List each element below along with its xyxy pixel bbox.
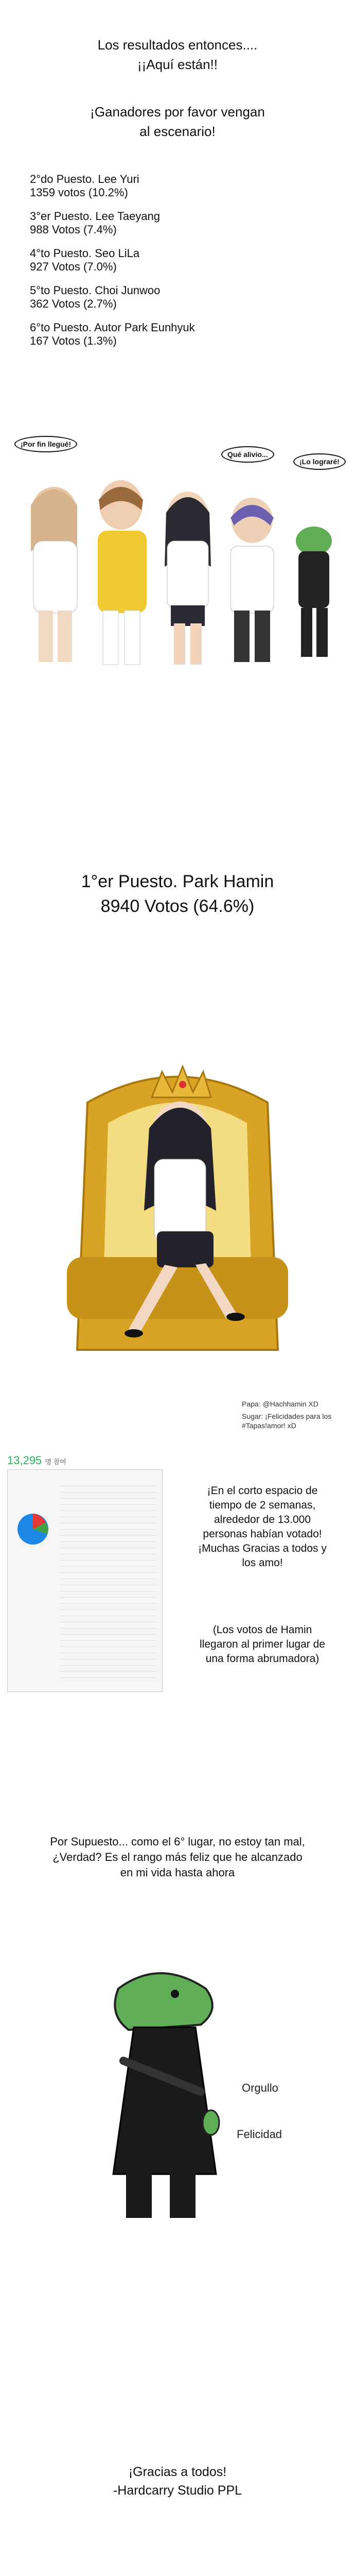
ranking-votes: 1359 votos (10.2%) bbox=[30, 186, 128, 199]
author-message bbox=[0, 1834, 355, 1880]
ranking-votes: 362 Votos (2.7%) bbox=[30, 297, 117, 310]
thanks-line: ¡Gracias a todos! bbox=[128, 2465, 227, 2479]
ranking-entry bbox=[30, 173, 236, 199]
thanks-signature: -Hardcarry Studio PPL bbox=[113, 2483, 242, 2498]
character-choi-junwoo bbox=[230, 498, 274, 662]
message-line: los amo! bbox=[242, 1557, 283, 1569]
winners-group-illustration bbox=[10, 464, 345, 670]
ranking-place: 2°do Puesto. Lee Yuri bbox=[30, 173, 139, 185]
ranking-entry bbox=[30, 210, 236, 236]
message-line: alrededor de 13.000 bbox=[214, 1514, 311, 1526]
thanks-block bbox=[0, 2463, 355, 2500]
author-message-line: Por Supuesto... como el 6° lugar, no estoy tan mal, bbox=[50, 1835, 305, 1848]
author-message-line: en mi vida hasta ahora bbox=[120, 1866, 235, 1879]
ranking-votes: 927 Votos (7.0%) bbox=[30, 260, 117, 273]
message-line: (Los votos de Hamin bbox=[212, 1624, 312, 1636]
ranking-entry bbox=[30, 321, 236, 348]
ranking-entry bbox=[30, 247, 236, 274]
message-block-2 bbox=[175, 1623, 350, 1666]
message-line: personas habían votado! bbox=[203, 1528, 322, 1540]
intro-line-4: al escenario! bbox=[139, 124, 216, 139]
crown-icon bbox=[152, 1066, 211, 1097]
stats-number: 13,295 bbox=[7, 1454, 42, 1467]
ranking-votes: 988 Votos (7.4%) bbox=[30, 223, 117, 236]
character-lee-taeyang bbox=[98, 480, 147, 665]
stats-screenshot bbox=[7, 1469, 163, 1692]
character-author-dino-small bbox=[296, 527, 332, 657]
label-happiness: Felicidad bbox=[237, 2128, 282, 2141]
author-message-line: ¿Verdad? Es el rango más feliz que he alcanzado bbox=[52, 1851, 303, 1863]
intro-line-2: ¡¡Aquí están!! bbox=[137, 57, 218, 72]
ranking-place: 6°to Puesto. Autor Park Eunhyuk bbox=[30, 321, 195, 334]
message-line: ¡Muchas Gracias a todos y bbox=[198, 1543, 327, 1554]
intro-line-1: Los resultados entonces.... bbox=[97, 37, 258, 53]
intro-line-3: ¡Ganadores por favor vengan bbox=[90, 104, 265, 120]
character-seo-lila bbox=[165, 492, 211, 665]
message-line: una forma abrumadora) bbox=[205, 1653, 319, 1665]
stats-unit: 명 참여 bbox=[45, 1458, 66, 1466]
message-block-1 bbox=[175, 1484, 350, 1570]
winner-votes: 8940 Votos (64.6%) bbox=[100, 896, 255, 916]
message-line: tiempo de 2 semanas, bbox=[209, 1499, 316, 1511]
winner-credit-1: Papa: @Hachhamin XD bbox=[242, 1400, 318, 1408]
speech-bubble-middle: Qué alivio... bbox=[221, 446, 274, 463]
ranking-place: 3°er Puesto. Lee Taeyang bbox=[30, 210, 161, 223]
ranking-votes: 167 Votos (1.3%) bbox=[30, 334, 117, 347]
speech-bubble-right: ¡Lo lograré! bbox=[293, 453, 346, 470]
winner-credit-2: Sugar: ¡Felicidades para los #Tapas!amor! xD bbox=[242, 1412, 332, 1430]
stats-headline bbox=[7, 1454, 66, 1467]
ranking-entry bbox=[30, 284, 236, 311]
stats-pie-icon bbox=[15, 1511, 51, 1547]
message-line: ¡En el corto espacio de bbox=[207, 1485, 318, 1497]
character-lee-yuri bbox=[31, 487, 77, 662]
winner-title: 1°er Puesto. Park Hamin bbox=[81, 872, 274, 891]
ranking-place: 4°to Puesto. Seo LiLa bbox=[30, 247, 140, 260]
label-pride: Orgullo bbox=[242, 2081, 278, 2094]
ranking-list bbox=[30, 173, 236, 358]
speech-bubble-left: ¡Por fin llegué! bbox=[14, 436, 77, 452]
author-dino-illustration bbox=[77, 1958, 242, 2226]
ranking-place: 5°to Puesto. Choi Junwoo bbox=[30, 284, 161, 297]
winner-throne-illustration bbox=[57, 1061, 298, 1391]
message-line: llegaron al primer lugar de bbox=[200, 1638, 325, 1650]
